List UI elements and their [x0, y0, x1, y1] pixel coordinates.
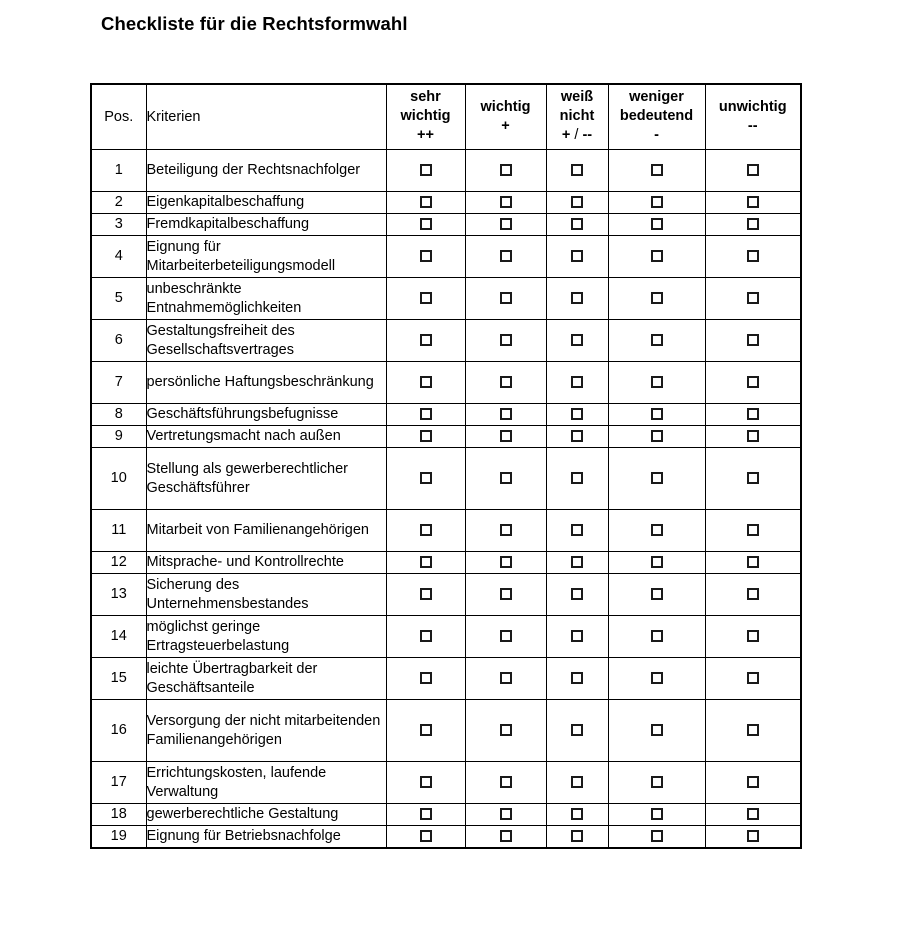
- row-position: 17: [91, 762, 146, 804]
- checkbox-cell-wichtig[interactable]: [465, 762, 546, 804]
- checkbox-icon[interactable]: [747, 376, 759, 388]
- checkbox-icon[interactable]: [651, 556, 663, 568]
- checkbox-cell-weiss-nicht[interactable]: [546, 552, 608, 574]
- column-header-line1: weiß: [560, 89, 594, 106]
- checkbox-cell-wichtig[interactable]: [465, 552, 546, 574]
- checkbox-icon[interactable]: [747, 334, 759, 346]
- checkbox-icon[interactable]: [420, 164, 432, 176]
- checkbox-icon[interactable]: [500, 588, 512, 600]
- checkbox-cell-sehr-wichtig[interactable]: [386, 448, 465, 510]
- checkbox-icon[interactable]: [571, 776, 583, 788]
- checkbox-icon[interactable]: [571, 588, 583, 600]
- row-criterion: leichte Übertragbarkeit der Geschäftsanteile: [146, 658, 386, 700]
- checkbox-cell-wichtig[interactable]: [465, 320, 546, 362]
- checkbox-cell-unwichtig[interactable]: [705, 700, 801, 762]
- checkbox-cell-unwichtig[interactable]: [705, 192, 801, 214]
- table-row: [91, 214, 801, 236]
- checkbox-cell-weiss-nicht[interactable]: [546, 658, 608, 700]
- checkbox-icon[interactable]: [571, 672, 583, 684]
- checkbox-icon[interactable]: [500, 292, 512, 304]
- checkbox-cell-unwichtig[interactable]: [705, 826, 801, 848]
- checkbox-icon[interactable]: [420, 524, 432, 536]
- table-body: [91, 150, 801, 848]
- checkbox-cell-wichtig[interactable]: [465, 510, 546, 552]
- checkbox-icon[interactable]: [420, 830, 432, 842]
- checkbox-cell-wichtig[interactable]: [465, 426, 546, 448]
- checkbox-icon[interactable]: [651, 430, 663, 442]
- checkbox-cell-weiss-nicht[interactable]: [546, 320, 608, 362]
- row-position: 1: [91, 150, 146, 192]
- row-criterion: gewerberechtliche Gestaltung: [146, 804, 386, 826]
- checkbox-icon[interactable]: [571, 250, 583, 262]
- symbol-plus: +: [561, 127, 571, 144]
- checkbox-icon[interactable]: [747, 292, 759, 304]
- checkbox-icon[interactable]: [571, 292, 583, 304]
- row-position: 14: [91, 616, 146, 658]
- table-row: [91, 150, 801, 192]
- checkbox-icon[interactable]: [500, 672, 512, 684]
- checkbox-cell-weniger-bedeutend[interactable]: [608, 552, 705, 574]
- checkbox-cell-sehr-wichtig[interactable]: [386, 426, 465, 448]
- checkbox-cell-wichtig[interactable]: [465, 826, 546, 848]
- row-criterion: Beteiligung der Rechtsnachfolger: [146, 150, 386, 192]
- checkbox-cell-sehr-wichtig[interactable]: [386, 236, 465, 278]
- row-position: 2: [91, 192, 146, 214]
- checkbox-icon[interactable]: [747, 164, 759, 176]
- checkbox-icon[interactable]: [747, 196, 759, 208]
- checkbox-cell-weniger-bedeutend[interactable]: [608, 214, 705, 236]
- checkbox-cell-sehr-wichtig[interactable]: [386, 574, 465, 616]
- checkbox-cell-sehr-wichtig[interactable]: [386, 214, 465, 236]
- checkbox-icon[interactable]: [420, 430, 432, 442]
- checkbox-icon[interactable]: [500, 556, 512, 568]
- checkbox-cell-weniger-bedeutend[interactable]: [608, 404, 705, 426]
- checkbox-icon[interactable]: [500, 724, 512, 736]
- column-header-pos: Pos.: [91, 84, 146, 150]
- table-row: [91, 826, 801, 848]
- checkbox-icon[interactable]: [571, 630, 583, 642]
- column-header-weiss-nicht: [546, 84, 608, 150]
- row-criterion: Errichtungskosten, laufende Verwaltung: [146, 762, 386, 804]
- checkbox-cell-weniger-bedeutend[interactable]: [608, 762, 705, 804]
- column-header-line2: wichtig: [400, 107, 451, 124]
- row-position: 5: [91, 278, 146, 320]
- checkbox-cell-weiss-nicht[interactable]: [546, 762, 608, 804]
- symbol-minus: --: [582, 127, 593, 144]
- checkbox-icon[interactable]: [500, 630, 512, 642]
- table-row: [91, 278, 801, 320]
- checkbox-icon[interactable]: [571, 218, 583, 230]
- checkbox-icon[interactable]: [747, 630, 759, 642]
- checkbox-icon[interactable]: [571, 724, 583, 736]
- checkbox-cell-weiss-nicht[interactable]: [546, 236, 608, 278]
- column-header-weniger-bedeutend: [608, 84, 705, 150]
- checkbox-cell-unwichtig[interactable]: [705, 426, 801, 448]
- checkbox-cell-sehr-wichtig[interactable]: [386, 804, 465, 826]
- checkbox-cell-unwichtig[interactable]: [705, 150, 801, 192]
- column-header-sehr-wichtig: [386, 84, 465, 150]
- column-header-line1: weniger: [629, 89, 684, 106]
- checkbox-icon[interactable]: [571, 808, 583, 820]
- checkbox-cell-weniger-bedeutend[interactable]: [608, 236, 705, 278]
- checkbox-cell-unwichtig[interactable]: [705, 762, 801, 804]
- checkbox-cell-sehr-wichtig[interactable]: [386, 320, 465, 362]
- checkbox-cell-weniger-bedeutend[interactable]: [608, 192, 705, 214]
- checkbox-icon[interactable]: [571, 334, 583, 346]
- checkbox-cell-wichtig[interactable]: [465, 574, 546, 616]
- row-position: 9: [91, 426, 146, 448]
- checkbox-cell-weniger-bedeutend[interactable]: [608, 150, 705, 192]
- checkbox-icon[interactable]: [651, 196, 663, 208]
- checkbox-icon[interactable]: [651, 292, 663, 304]
- table-row: [91, 448, 801, 510]
- checkbox-icon[interactable]: [747, 830, 759, 842]
- row-position: 7: [91, 362, 146, 404]
- checkbox-cell-wichtig[interactable]: [465, 192, 546, 214]
- checkbox-icon[interactable]: [651, 408, 663, 420]
- checklist-table: [90, 83, 802, 849]
- row-position: 4: [91, 236, 146, 278]
- row-criterion: Eigenkapitalbeschaffung: [146, 192, 386, 214]
- checkbox-icon[interactable]: [500, 334, 512, 346]
- table-row: [91, 236, 801, 278]
- checkbox-cell-sehr-wichtig[interactable]: [386, 616, 465, 658]
- checkbox-icon[interactable]: [747, 556, 759, 568]
- row-position: 12: [91, 552, 146, 574]
- checkbox-icon[interactable]: [500, 808, 512, 820]
- checkbox-cell-weiss-nicht[interactable]: [546, 700, 608, 762]
- checkbox-icon[interactable]: [500, 524, 512, 536]
- checkbox-cell-weniger-bedeutend[interactable]: [608, 700, 705, 762]
- table-header: [91, 84, 801, 150]
- checkbox-icon[interactable]: [420, 808, 432, 820]
- checkbox-cell-weniger-bedeutend[interactable]: [608, 426, 705, 448]
- table-row: [91, 616, 801, 658]
- checkbox-cell-sehr-wichtig[interactable]: [386, 826, 465, 848]
- checkbox-cell-weiss-nicht[interactable]: [546, 150, 608, 192]
- column-header-unwichtig: [705, 84, 801, 150]
- checkbox-icon[interactable]: [747, 808, 759, 820]
- checkbox-icon[interactable]: [500, 472, 512, 484]
- column-header-symbol: -: [654, 127, 659, 144]
- row-position: 8: [91, 404, 146, 426]
- checkbox-cell-weniger-bedeutend[interactable]: [608, 658, 705, 700]
- checkbox-icon[interactable]: [500, 430, 512, 442]
- checkbox-cell-sehr-wichtig[interactable]: [386, 658, 465, 700]
- checkbox-cell-unwichtig[interactable]: [705, 278, 801, 320]
- checkbox-cell-sehr-wichtig[interactable]: [386, 404, 465, 426]
- checkbox-icon[interactable]: [420, 724, 432, 736]
- page-title: Checkliste für die Rechtsformwahl: [101, 13, 408, 34]
- checkbox-icon[interactable]: [420, 472, 432, 484]
- column-header-symbol: --: [747, 118, 758, 135]
- checkbox-cell-weniger-bedeutend[interactable]: [608, 278, 705, 320]
- checkbox-cell-wichtig[interactable]: [465, 700, 546, 762]
- checkbox-cell-weiss-nicht[interactable]: [546, 510, 608, 552]
- column-header-symbol: [547, 125, 608, 145]
- checkbox-cell-unwichtig[interactable]: [705, 552, 801, 574]
- checkbox-cell-weiss-nicht[interactable]: [546, 426, 608, 448]
- checkbox-icon[interactable]: [571, 196, 583, 208]
- column-header-criteria: Kriterien: [146, 84, 386, 150]
- checkbox-cell-sehr-wichtig[interactable]: [386, 510, 465, 552]
- table-row: [91, 762, 801, 804]
- checkbox-cell-unwichtig[interactable]: [705, 404, 801, 426]
- checkbox-cell-wichtig[interactable]: [465, 150, 546, 192]
- checkbox-icon[interactable]: [651, 808, 663, 820]
- checkbox-icon[interactable]: [571, 556, 583, 568]
- checkbox-cell-sehr-wichtig[interactable]: [386, 552, 465, 574]
- checkbox-icon[interactable]: [500, 250, 512, 262]
- checkbox-cell-unwichtig[interactable]: [705, 510, 801, 552]
- checkbox-icon[interactable]: [747, 776, 759, 788]
- checkbox-icon[interactable]: [651, 472, 663, 484]
- row-position: 15: [91, 658, 146, 700]
- checkbox-icon[interactable]: [500, 218, 512, 230]
- checkbox-cell-weiss-nicht[interactable]: [546, 192, 608, 214]
- checkbox-icon[interactable]: [500, 408, 512, 420]
- row-criterion: Geschäftsführungsbefugnisse: [146, 404, 386, 426]
- checkbox-icon[interactable]: [747, 430, 759, 442]
- checkbox-icon[interactable]: [500, 196, 512, 208]
- checkbox-icon[interactable]: [571, 830, 583, 842]
- table-row: [91, 510, 801, 552]
- checkbox-icon[interactable]: [420, 408, 432, 420]
- checkbox-cell-unwichtig[interactable]: [705, 362, 801, 404]
- row-position: 18: [91, 804, 146, 826]
- row-criterion: Vertretungsmacht nach außen: [146, 426, 386, 448]
- table-row: [91, 404, 801, 426]
- column-header-line1: wichtig: [480, 98, 531, 115]
- column-header-line2: nicht: [559, 107, 595, 124]
- checkbox-cell-unwichtig[interactable]: [705, 658, 801, 700]
- table-row: [91, 362, 801, 404]
- checkbox-cell-weiss-nicht[interactable]: [546, 616, 608, 658]
- checkbox-cell-wichtig[interactable]: [465, 804, 546, 826]
- checkbox-icon[interactable]: [651, 724, 663, 736]
- checkbox-cell-sehr-wichtig[interactable]: [386, 762, 465, 804]
- checkbox-cell-weiss-nicht[interactable]: [546, 804, 608, 826]
- checkbox-cell-sehr-wichtig[interactable]: [386, 192, 465, 214]
- row-criterion: Eignung für Betriebsnachfolge: [146, 826, 386, 848]
- checkbox-cell-weniger-bedeutend[interactable]: [608, 510, 705, 552]
- row-position: 3: [91, 214, 146, 236]
- checkbox-icon[interactable]: [651, 830, 663, 842]
- row-position: 16: [91, 700, 146, 762]
- checkbox-icon[interactable]: [500, 776, 512, 788]
- checkbox-cell-weiss-nicht[interactable]: [546, 448, 608, 510]
- checkbox-icon[interactable]: [747, 218, 759, 230]
- checkbox-icon[interactable]: [651, 376, 663, 388]
- table-row: [91, 192, 801, 214]
- checkbox-cell-weiss-nicht[interactable]: [546, 574, 608, 616]
- checkbox-icon[interactable]: [651, 524, 663, 536]
- checkbox-cell-weniger-bedeutend[interactable]: [608, 804, 705, 826]
- checkbox-icon[interactable]: [747, 672, 759, 684]
- table-row: [91, 804, 801, 826]
- checkbox-icon[interactable]: [420, 334, 432, 346]
- checkbox-icon[interactable]: [747, 588, 759, 600]
- row-position: 6: [91, 320, 146, 362]
- checkbox-icon[interactable]: [747, 524, 759, 536]
- row-position: 19: [91, 826, 146, 848]
- checkbox-icon[interactable]: [651, 672, 663, 684]
- row-criterion: Gestaltungsfreiheit des Gesellschaftsvertrages: [146, 320, 386, 362]
- checkbox-cell-wichtig[interactable]: [465, 658, 546, 700]
- checkbox-cell-wichtig[interactable]: [465, 404, 546, 426]
- checkbox-icon[interactable]: [571, 408, 583, 420]
- checkbox-cell-sehr-wichtig[interactable]: [386, 150, 465, 192]
- checkbox-cell-unwichtig[interactable]: [705, 320, 801, 362]
- checkbox-icon[interactable]: [651, 250, 663, 262]
- checkbox-icon[interactable]: [420, 250, 432, 262]
- checkbox-icon[interactable]: [651, 630, 663, 642]
- row-criterion: unbeschränkte Entnahmemöglichkeiten: [146, 278, 386, 320]
- checkbox-cell-wichtig[interactable]: [465, 362, 546, 404]
- checkbox-icon[interactable]: [651, 588, 663, 600]
- checkbox-cell-unwichtig[interactable]: [705, 616, 801, 658]
- table-row: [91, 320, 801, 362]
- checkbox-icon[interactable]: [651, 218, 663, 230]
- row-criterion: Stellung als gewerberechtlicher Geschäftsführer: [146, 448, 386, 510]
- checkbox-icon[interactable]: [571, 376, 583, 388]
- table-row: [91, 426, 801, 448]
- checkbox-cell-unwichtig[interactable]: [705, 448, 801, 510]
- row-criterion: Eignung für Mitarbeiterbeteiligungsmodell: [146, 236, 386, 278]
- checkbox-cell-wichtig[interactable]: [465, 448, 546, 510]
- column-header-symbol: +: [501, 118, 510, 135]
- checkbox-cell-sehr-wichtig[interactable]: [386, 278, 465, 320]
- checkbox-icon[interactable]: [420, 292, 432, 304]
- checkbox-icon[interactable]: [571, 524, 583, 536]
- column-header-line1: sehr: [410, 89, 441, 106]
- checkbox-cell-weniger-bedeutend[interactable]: [608, 320, 705, 362]
- table-row: [91, 700, 801, 762]
- row-position: 13: [91, 574, 146, 616]
- row-criterion: persönliche Haftungsbeschränkung: [146, 362, 386, 404]
- checkbox-icon[interactable]: [420, 588, 432, 600]
- checkbox-cell-wichtig[interactable]: [465, 214, 546, 236]
- table-row: [91, 574, 801, 616]
- checkbox-cell-weiss-nicht[interactable]: [546, 278, 608, 320]
- checkbox-icon[interactable]: [420, 218, 432, 230]
- column-header-wichtig: [465, 84, 546, 150]
- checkbox-cell-weiss-nicht[interactable]: [546, 214, 608, 236]
- checkbox-cell-wichtig[interactable]: [465, 236, 546, 278]
- checkbox-cell-sehr-wichtig[interactable]: [386, 700, 465, 762]
- row-position: 11: [91, 510, 146, 552]
- checkbox-icon[interactable]: [571, 164, 583, 176]
- checkbox-icon[interactable]: [420, 556, 432, 568]
- table-row: [91, 658, 801, 700]
- checkbox-icon[interactable]: [420, 776, 432, 788]
- checkbox-icon[interactable]: [747, 250, 759, 262]
- checkbox-cell-weniger-bedeutend[interactable]: [608, 574, 705, 616]
- checkbox-cell-sehr-wichtig[interactable]: [386, 362, 465, 404]
- checkbox-icon[interactable]: [651, 776, 663, 788]
- symbol-separator: /: [570, 127, 583, 144]
- checkbox-cell-unwichtig[interactable]: [705, 214, 801, 236]
- checkbox-icon[interactable]: [420, 196, 432, 208]
- column-header-line2: bedeutend: [619, 107, 694, 124]
- column-header-line1: unwichtig: [718, 98, 787, 115]
- checkbox-cell-unwichtig[interactable]: [705, 236, 801, 278]
- row-position: 10: [91, 448, 146, 510]
- checkbox-icon[interactable]: [747, 408, 759, 420]
- checkbox-icon[interactable]: [651, 164, 663, 176]
- column-header-symbol: ++: [417, 127, 434, 144]
- checkbox-cell-weiss-nicht[interactable]: [546, 404, 608, 426]
- row-criterion: Mitarbeit von Familienangehörigen: [146, 510, 386, 552]
- checkbox-icon[interactable]: [747, 472, 759, 484]
- checkbox-cell-weniger-bedeutend[interactable]: [608, 826, 705, 848]
- row-criterion: Fremdkapitalbeschaffung: [146, 214, 386, 236]
- checkbox-icon[interactable]: [500, 376, 512, 388]
- checkbox-icon[interactable]: [420, 376, 432, 388]
- checkbox-cell-weniger-bedeutend[interactable]: [608, 362, 705, 404]
- checkbox-cell-weniger-bedeutend[interactable]: [608, 616, 705, 658]
- row-criterion: Mitsprache- und Kontrollrechte: [146, 552, 386, 574]
- checkbox-icon[interactable]: [500, 830, 512, 842]
- checkbox-icon[interactable]: [420, 630, 432, 642]
- row-criterion: Versorgung der nicht mitarbeitenden Familienangehörigen: [146, 700, 386, 762]
- checkbox-cell-unwichtig[interactable]: [705, 804, 801, 826]
- row-criterion: möglichst geringe Ertragsteuerbelastung: [146, 616, 386, 658]
- checkbox-cell-weniger-bedeutend[interactable]: [608, 448, 705, 510]
- checkbox-icon[interactable]: [651, 334, 663, 346]
- checkbox-icon[interactable]: [571, 472, 583, 484]
- checkbox-cell-weiss-nicht[interactable]: [546, 362, 608, 404]
- checkbox-icon[interactable]: [420, 672, 432, 684]
- table-header-row: [91, 84, 801, 150]
- checkbox-icon[interactable]: [500, 164, 512, 176]
- checkbox-cell-unwichtig[interactable]: [705, 574, 801, 616]
- checkbox-icon[interactable]: [571, 430, 583, 442]
- row-criterion: Sicherung des Unternehmensbestandes: [146, 574, 386, 616]
- checkbox-icon[interactable]: [747, 724, 759, 736]
- checklist-table-container: [90, 83, 800, 849]
- checkbox-cell-weiss-nicht[interactable]: [546, 826, 608, 848]
- checkbox-cell-wichtig[interactable]: [465, 616, 546, 658]
- checkbox-cell-wichtig[interactable]: [465, 278, 546, 320]
- table-row: [91, 552, 801, 574]
